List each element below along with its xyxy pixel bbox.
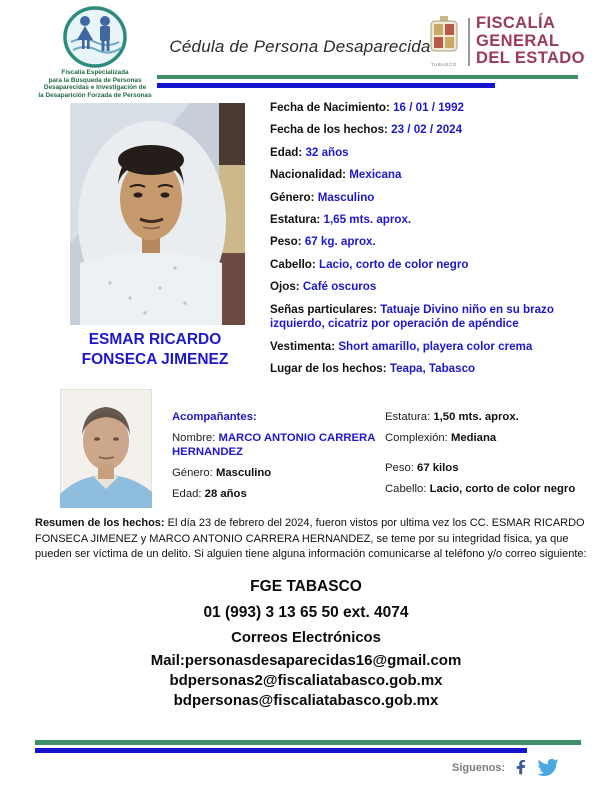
facebook-icon[interactable] xyxy=(513,756,528,779)
field-label: Edad: xyxy=(172,487,205,500)
field-value: Masculino xyxy=(317,190,375,204)
incident-summary xyxy=(35,516,588,563)
header-rule-blue xyxy=(157,83,495,88)
org-name xyxy=(476,15,585,68)
header-divider xyxy=(468,18,470,66)
field-row xyxy=(270,280,602,295)
field-label: Vestimenta: xyxy=(270,339,336,353)
field-value: Teapa, Tabasco xyxy=(389,362,476,376)
field-value: 32 años xyxy=(305,145,349,159)
header-rule-green xyxy=(157,75,578,79)
companion-height-row xyxy=(385,410,603,425)
field-row xyxy=(270,191,602,206)
field-label: Fecha de Nacimiento: xyxy=(270,101,390,114)
field-value: Mediana xyxy=(450,431,497,444)
page-title: Cédula de Persona Desaparecida xyxy=(169,37,431,56)
companion-right-column xyxy=(385,410,603,503)
field-label: Nombre: xyxy=(172,431,219,444)
follow-label: Siguenos: xyxy=(452,761,506,774)
agency-caption-line: Fiscalía Especializada xyxy=(61,69,129,76)
companion-photo xyxy=(60,389,152,508)
field-label: Cabello: xyxy=(270,257,316,271)
field-label: Complexión: xyxy=(385,431,451,444)
field-value: 67 kg. aprox. xyxy=(304,235,376,249)
contact-org: FGE TABASCO xyxy=(250,578,362,595)
field-label: Peso: xyxy=(385,462,418,475)
summary-label: Resumen de los hechos: xyxy=(35,517,165,529)
field-value: Masculino xyxy=(215,467,272,480)
field-label: Género: xyxy=(172,467,216,480)
field-label: Fecha de los hechos: xyxy=(270,123,388,137)
companion-left-column xyxy=(172,410,382,508)
field-row xyxy=(270,123,602,138)
org-name-line: DEL ESTADO xyxy=(476,49,585,67)
field-row xyxy=(270,235,602,250)
twitter-icon[interactable] xyxy=(536,757,560,778)
search-agency-logo xyxy=(28,6,162,99)
contact-email: Mail:personasdesaparecidas16@gmail.com xyxy=(150,652,462,669)
field-value: Lacio, corto de color negro xyxy=(429,483,576,496)
tabasco-emblem-icon xyxy=(429,16,459,56)
field-value: 1,50 mts. aprox. xyxy=(433,411,519,423)
missing-person-name-line1: ESMAR RICARDO xyxy=(88,331,222,348)
contact-email: bdpersonas@fiscaliatabasco.gob.mx xyxy=(173,692,439,709)
footer-rule-blue xyxy=(35,748,527,753)
field-row xyxy=(270,258,602,273)
field-label: Peso: xyxy=(270,235,302,249)
tabasco-emblem xyxy=(426,16,462,67)
field-row xyxy=(270,340,602,355)
field-label: Estatura: xyxy=(385,411,434,423)
contact-email: bdpersonas2@fiscaliatabasco.gob.mx xyxy=(169,672,443,689)
missing-person-photo xyxy=(70,103,245,325)
missing-person-name xyxy=(38,330,272,369)
missing-person-name-line2: FONSECA JIMENEZ xyxy=(81,350,229,368)
field-label: Género: xyxy=(270,190,315,204)
field-value: Mexicana xyxy=(349,168,402,182)
field-value: Short amarillo, playera color crema xyxy=(338,339,533,353)
companion-weight-row xyxy=(385,461,603,476)
emails-heading: Correos Electrónicos xyxy=(231,630,381,646)
summary-text: El día 23 de febrero del 2024, fueron vistos por ultima vez los CC. ESMAR RICARDO FONSECA JIMENEZ y MARCO ANTONIO CARRERA HERNANDEZ, se teme por su integridad física, ya que pueden ser víctima de un delito. Si alguien tiene alguna información comunicarse al teléfono y/o correo siguiente: xyxy=(35,517,587,561)
field-value: Café oscuros xyxy=(302,280,377,294)
field-label: Edad: xyxy=(270,145,303,159)
field-value: 16 / 01 / 1992 xyxy=(393,101,464,114)
contact-phone: 01 (993) 3 13 65 50 ext. 4074 xyxy=(203,604,409,621)
agency-caption-line: la Desaparición Forzada de Personas xyxy=(38,91,152,99)
org-name-line: FISCALÍA xyxy=(476,14,556,32)
field-label: Señas particulares: xyxy=(270,302,377,316)
field-row xyxy=(270,168,602,183)
companion-name-row xyxy=(172,431,382,460)
companion-gender-row xyxy=(172,466,382,481)
agency-seal-icon xyxy=(63,6,127,68)
field-label: Cabello: xyxy=(385,483,430,496)
contact-block xyxy=(0,578,612,711)
person-fields xyxy=(270,101,602,384)
field-label: Nacionalidad: xyxy=(270,168,347,182)
agency-caption-line: para la Búsqueda de Personas xyxy=(48,76,142,84)
follow-us xyxy=(452,756,560,779)
companion-age-row xyxy=(172,487,382,502)
companions-section-label: Acompañantes: xyxy=(172,411,257,423)
footer-rule-green xyxy=(35,740,581,745)
field-label: Lugar de los hechos: xyxy=(270,362,387,376)
field-row xyxy=(270,213,602,228)
org-name-line: GENERAL xyxy=(476,31,560,50)
field-value: 1,65 mts. aprox. xyxy=(323,212,412,226)
field-value: 67 kilos xyxy=(417,462,459,475)
field-label: Ojos: xyxy=(270,280,300,294)
companion-hair-row xyxy=(385,482,603,497)
field-value: Tatuaje Divino niño en su brazo izquierdo, cicatriz por operación de apéndice xyxy=(270,302,554,331)
field-value: 23 / 02 / 2024 xyxy=(391,123,463,137)
tabasco-emblem-caption: TABASCO xyxy=(431,62,457,67)
field-row xyxy=(270,146,602,161)
agency-caption-line: Desaparecidas e Investigación de xyxy=(43,84,147,92)
field-value: 28 años xyxy=(204,487,247,500)
field-label: Estatura: xyxy=(270,212,321,226)
field-row xyxy=(270,101,602,116)
companion-build-row xyxy=(385,431,603,446)
field-value: Lacio, corto de color negro xyxy=(318,257,469,271)
field-row xyxy=(270,303,602,333)
companion-name: MARCO ANTONIO CARRERA HERNANDEZ xyxy=(172,431,375,459)
field-row xyxy=(270,362,602,377)
